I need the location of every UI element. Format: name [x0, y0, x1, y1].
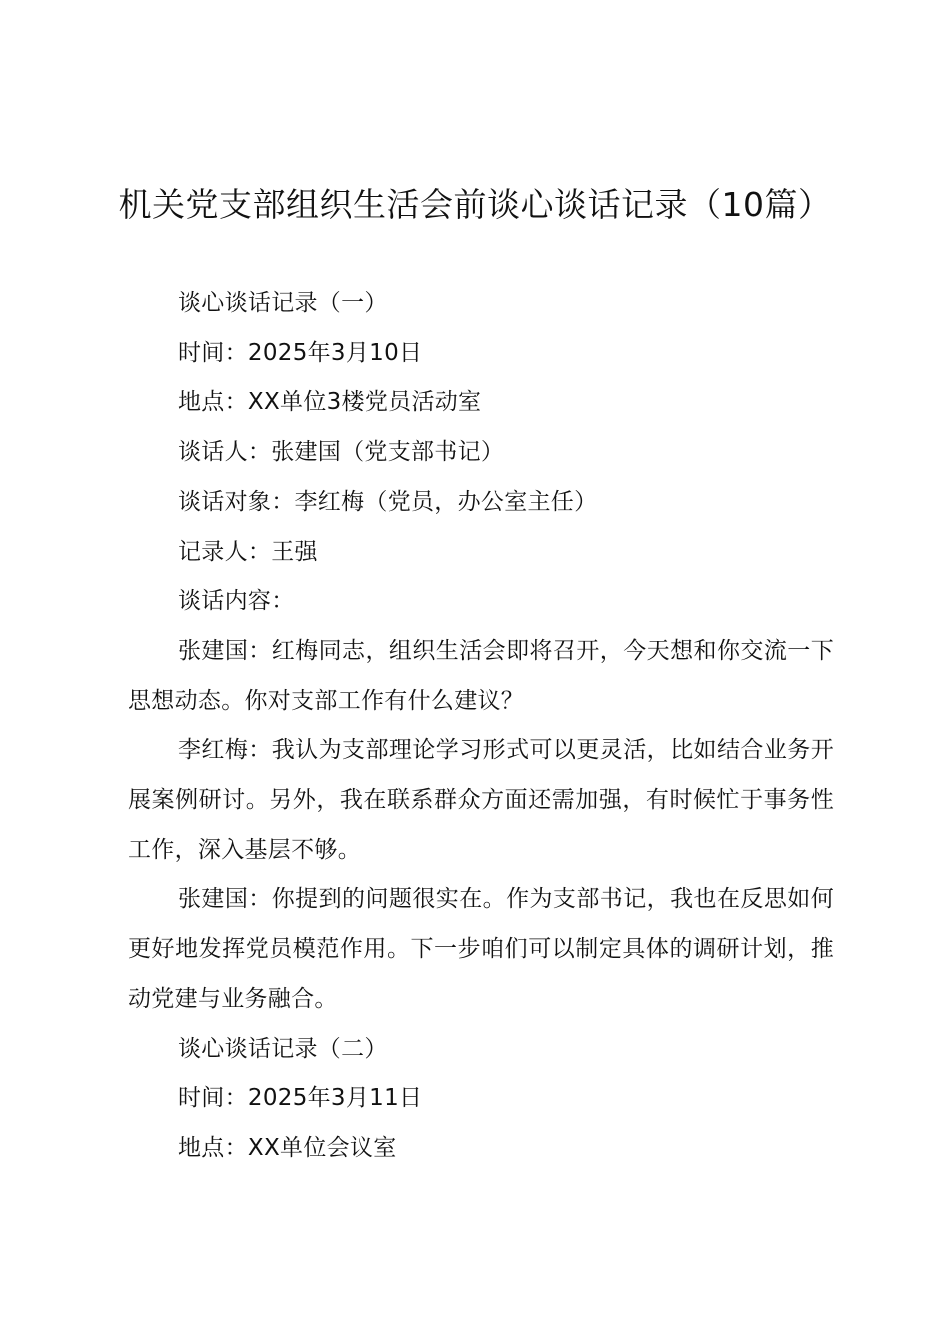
dialogue-paragraph: 李红梅：我认为支部理论学习形式可以更灵活，比如结合业务开展案例研讨。另外，我在联系群众方面还需加强，有时候忙于事务性工作，深入基层不够。 — [128, 737, 834, 863]
recorder: 记录人：王强 — [178, 538, 318, 565]
meeting-location: 地点：XX单位会议室 — [178, 1134, 397, 1161]
dialogue-paragraph: 张建国：红梅同志，组织生活会即将召开，今天想和你交流一下思想动态。你对支部工作有什么建议？ — [128, 637, 834, 714]
record-heading: 谈心谈话记录（一） — [178, 290, 388, 316]
dialogue-paragraph: 张建国：你提到的问题很实在。作为支部书记，我也在反思如何更好地发挥党员模范作用。下一步咱们可以制定具体的调研计划，推动党建与业务融合。 — [128, 886, 834, 1012]
document-body — [128, 279, 834, 1174]
document-title: 机关党支部组织生活会前谈心谈话记录（10篇） — [118, 185, 832, 224]
meeting-time: 时间：2025年3月11日 — [178, 1085, 423, 1112]
interviewee: 谈话对象：李红梅（党员，办公室主任） — [178, 488, 598, 515]
meeting-location: 地点：XX单位3楼党员活动室 — [178, 389, 482, 416]
record-heading: 谈心谈话记录（二） — [178, 1035, 388, 1062]
meeting-time: 时间：2025年3月10日 — [178, 339, 423, 366]
content-label: 谈话内容： — [178, 588, 295, 615]
interviewer: 谈话人：张建国（党支部书记） — [178, 439, 505, 466]
